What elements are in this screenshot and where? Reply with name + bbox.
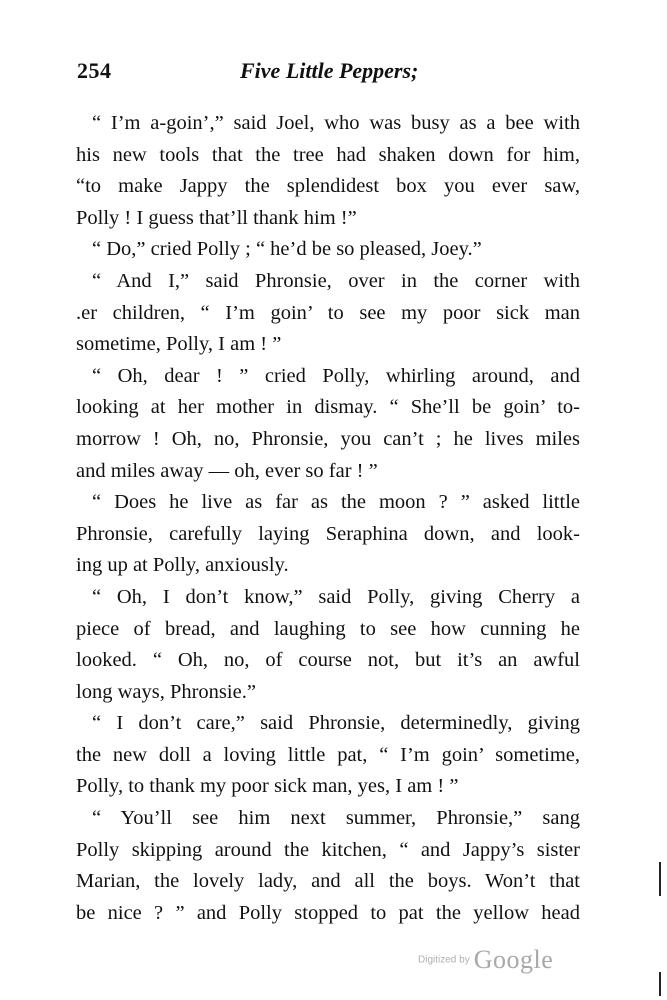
page-edge-mark	[659, 862, 661, 896]
text-line: and miles away — oh, ever so far ! ”	[76, 459, 378, 482]
text-line: “ Oh, dear ! ” cried Polly, whirling around, and	[92, 364, 580, 387]
text-line: “to make Jappy the splendidest box you ever saw,	[76, 175, 580, 198]
text-line: looked. “ Oh, no, of course not, but it’s an awful	[76, 649, 580, 672]
text-line: looking at her mother in dismay. “ She’ll be goin’ to-	[76, 396, 580, 419]
text-block	[76, 108, 580, 929]
text-line: “ I’m a-goin’,” said Joel, who was busy as a bee with	[92, 112, 580, 134]
text-line: Marian, the lovely lady, and all the boys. Won’t that	[76, 870, 580, 893]
text-line: the new doll a loving little pat, “ I’m goin’ sometime,	[76, 743, 580, 766]
text-line: “ Does he live as far as the moon ? ” asked little	[92, 491, 580, 514]
text-line: Polly, to thank my poor sick man, yes, I am ! ”	[76, 775, 459, 798]
text-line: “ Oh, I don’t know,” said Polly, giving Cherry a	[92, 585, 580, 608]
text-line: “ Do,” cried Polly ; “ he’d be so pleased, Joey.”	[92, 238, 482, 261]
text-line: be nice ? ” and Polly stopped to pat the yellow head	[76, 901, 580, 924]
text-line: “ You’ll see him next summer, Phronsie,” sang	[92, 807, 580, 830]
text-line: “ I don’t care,” said Phronsie, determinedly, giving	[92, 712, 580, 735]
text-line: Polly ! I guess that’ll thank him !”	[76, 206, 357, 229]
page-number: 254	[77, 58, 112, 83]
text-line: .er children, “ I’m goin’ to see my poor sick man	[76, 301, 580, 324]
text-line: morrow ! Oh, no, Phronsie, you can’t ; he lives miles	[76, 427, 580, 450]
text-line: sometime, Polly, I am ! ”	[76, 333, 282, 356]
text-line: his new tools that the tree had shaken down for him,	[76, 143, 580, 166]
text-line: long ways, Phronsie.”	[76, 680, 256, 703]
text-line: piece of bread, and laughing to see how cunning he	[76, 617, 580, 640]
page-edge-mark	[659, 972, 661, 996]
digitized-watermark	[418, 945, 553, 975]
text-line: “ And I,” said Phronsie, over in the corner with	[92, 269, 580, 292]
text-line: Polly skipping around the kitchen, “ and Jappy’s sister	[76, 838, 580, 861]
text-line: Phronsie, carefully laying Seraphina down, and look-	[76, 522, 580, 545]
watermark-prefix: Digitized by	[418, 954, 470, 966]
text-line: ing up at Polly, anxiously.	[76, 554, 289, 577]
google-logo: Google	[473, 945, 554, 974]
running-head: Five Little Peppers;	[240, 58, 419, 83]
